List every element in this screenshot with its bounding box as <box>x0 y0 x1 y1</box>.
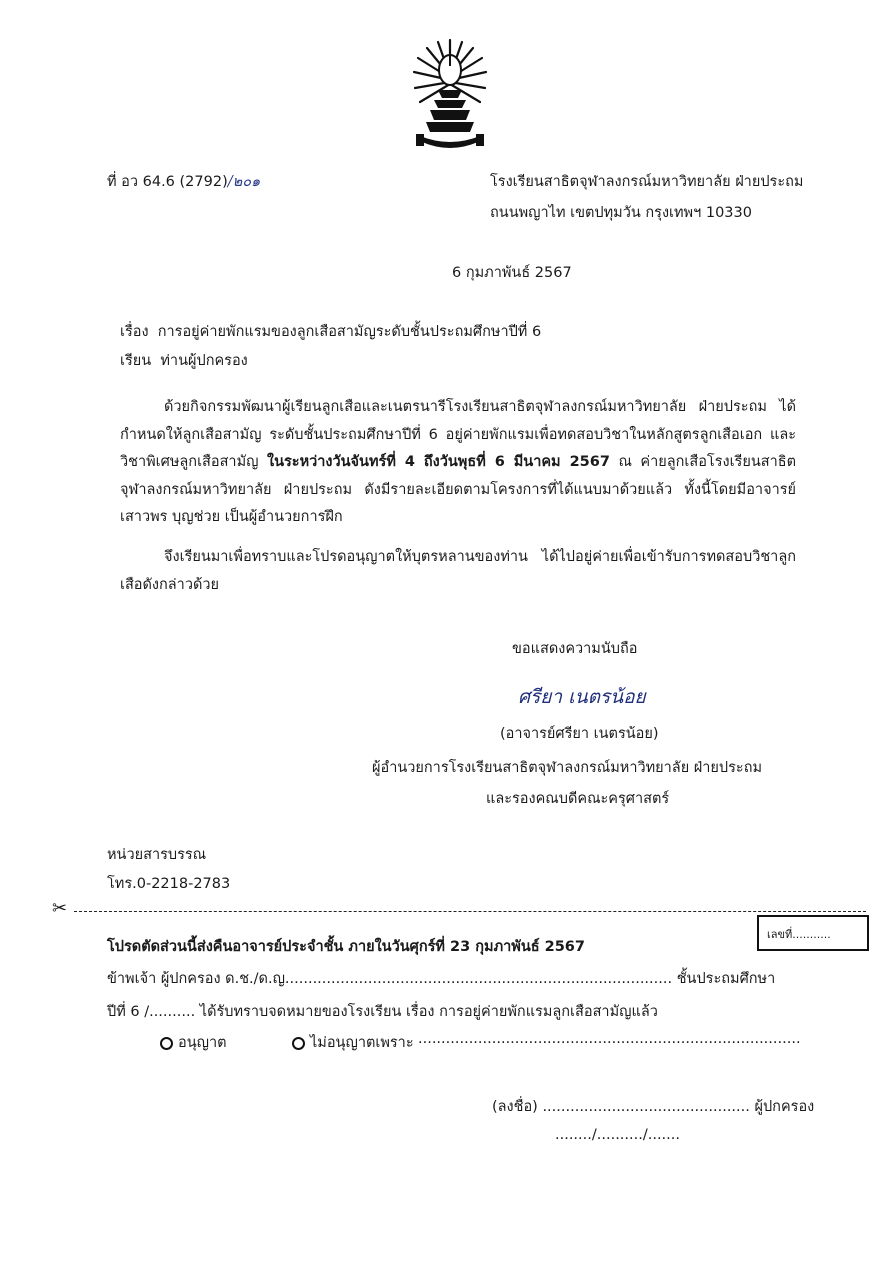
body-paragraph-1 <box>120 394 796 532</box>
school-emblem <box>412 36 488 156</box>
slip-grade-line: ปีที่ 6 /.......... ได้รับทราบจดหมายของโรงเรียน เรื่อง การอยู่ค่ายพักแรมลูกเสือสามัญแล้ว <box>107 1004 658 1020</box>
subject-text: การอยู่ค่ายพักแรมของลูกเสือสามัญระดับชั้นประถมศึกษาปีที่ 6 <box>157 324 542 340</box>
slip-parent-line: ข้าพเจ้า ผู้ปกครอง ด.ช./ด.ญ.................................................................................... ชั้นประถมศึกษา <box>107 971 776 987</box>
salutation-text: ท่านผู้ปกครอง <box>160 353 248 369</box>
office-name: หน่วยสารบรรณ <box>107 847 207 863</box>
scissors-icon: ✂ <box>52 898 68 919</box>
sign-dots[interactable]: ............................................. <box>542 1099 750 1115</box>
slip-date-line[interactable]: ......../........../....... <box>555 1127 680 1143</box>
body-paragraph-2: จึงเรียนมาเพื่อทราบและโปรดอนุญาตให้บุตรหลานของท่าน ได้ไปอยู่ค่ายเพื่อเข้ารับการทดสอบวิชาลูกเสือดังกล่าวด้วย <box>120 549 796 593</box>
slip-heading: โปรดตัดส่วนนี้ส่งคืนอาจารย์ประจำชั้น ภายในวันศุกร์ที่ 23 กุมภาพันธ์ 2567 <box>107 939 585 955</box>
option-allow[interactable] <box>160 1031 227 1054</box>
option-deny[interactable] <box>292 1031 414 1054</box>
signatory-title-1: ผู้อำนวยการโรงเรียนสาธิตจุฬาลงกรณ์มหาวิทยาลัย ฝ่ายประถม <box>372 760 763 776</box>
letter-date: 6 กุมภาพันธ์ 2567 <box>452 265 572 281</box>
office-phone: โทร.0-2218-2783 <box>107 876 231 892</box>
body-p1-part-b: ณ ค่ายลูกเสือโรงเรียนสาธิตจุฬาลงกรณ์มหาวิทยาลัย ฝ่ายประถม ดังมีรายละเอียดตามโครงการที่ได้แนบมาด้วยแล้ว ทั้งนี้โดยมีอาจารย์เสาวพร บุญช่วย เป็นผู้อำนวยการฝึก <box>120 454 796 525</box>
signatory-name: (อาจารย์ศรียา เนตรน้อย) <box>500 726 659 742</box>
signatory-title-2: และรองคณบดีคณะครุศาสตร์ <box>486 791 670 807</box>
allow-label: อนุญาต <box>178 1035 227 1051</box>
reference-handwritten: /๒๐๑ <box>227 174 261 190</box>
salutation-label: เรียน <box>120 353 152 369</box>
body-p1-part-a: ด้วยกิจกรรมพัฒนาผู้เรียนลูกเสือและเนตรนารีโรงเรียนสาธิตจุฬาลงกรณ์มหาวิทยาลัย ฝ่ายประถม ได้กำหนดให้ลูกเสือสามัญ ระดับชั้นประถมศึกษาปีที่ 6 อยู่ค่ายพักแรมเพื่อทดสอบวิชาในหลักสูตรลูกเสือเอก และวิชาพิเศษลูกเสือสามัญ <box>120 399 796 470</box>
slip-number-label: เลขที่........... <box>767 928 831 941</box>
body-p1-dates: ในระหว่างวันจันทร์ที่ 4 ถึงวันพุธที่ 6 มีนาคม 2567 <box>267 454 610 470</box>
sign-label: (ลงชื่อ) <box>492 1099 538 1115</box>
sign-role: ผู้ปกครอง <box>754 1099 815 1115</box>
deny-label: ไม่อนุญาตเพราะ <box>310 1035 414 1051</box>
closing-regards: ขอแสดงความนับถือ <box>512 641 638 657</box>
reference-number-text: ที่ อว 64.6 (2792) <box>107 174 228 190</box>
school-address-line2: ถนนพญาไท เขตปทุมวัน กรุงเทพฯ 10330 <box>490 205 752 221</box>
signature: ศรียา เนตรน้อย <box>518 686 646 708</box>
deny-radio[interactable] <box>292 1037 305 1050</box>
cut-line <box>74 911 866 912</box>
allow-radio[interactable] <box>160 1037 173 1050</box>
salutation-line <box>120 349 248 372</box>
subject-line <box>120 320 541 343</box>
subject-label: เรื่อง <box>120 324 149 340</box>
signature-field <box>492 1095 814 1118</box>
slip-number-box <box>757 915 869 951</box>
deny-reason-line[interactable]: ................................................................................... <box>418 1031 801 1047</box>
reference-number <box>107 170 260 193</box>
school-address-line1: โรงเรียนสาธิตจุฬาลงกรณ์มหาวิทยาลัย ฝ่ายประถม <box>490 174 804 190</box>
